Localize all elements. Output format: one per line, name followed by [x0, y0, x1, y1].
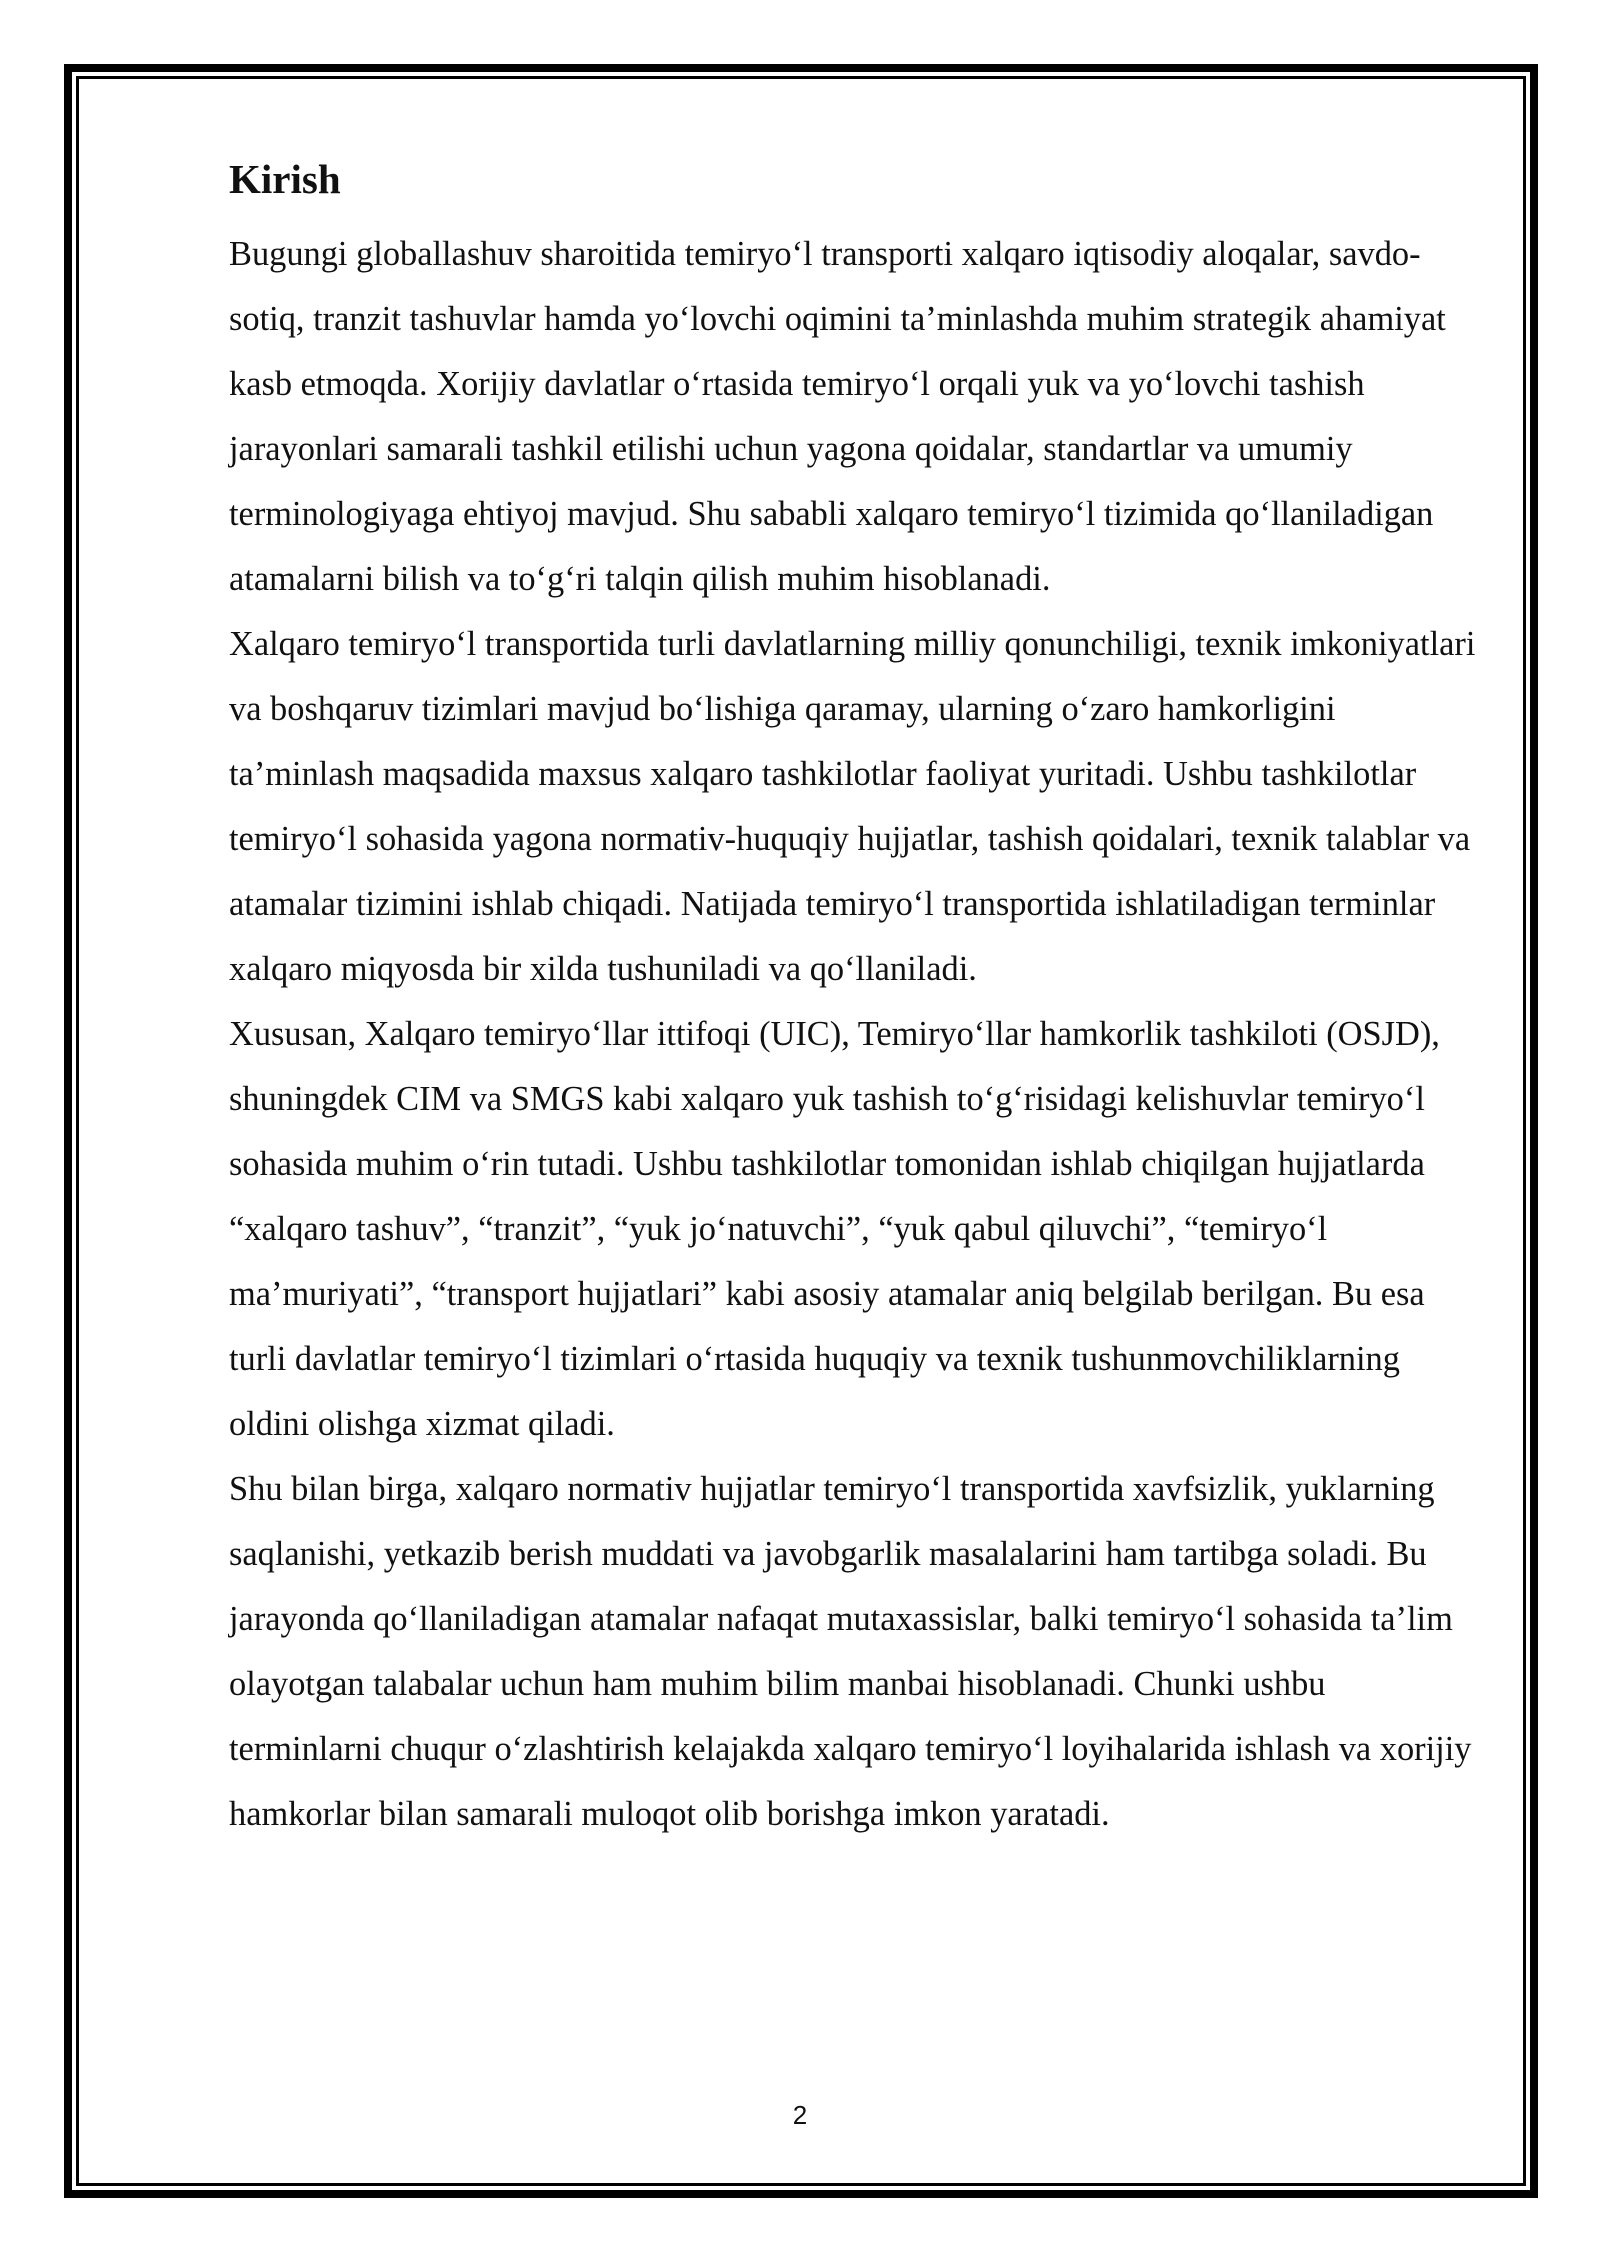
paragraph-4: Shu bilan birga, xalqaro normativ hujjatlar temiryo‘l transportida xavfsizlik, yuklarning saqlanishi, yetkazib berish muddati va javobgarlik masalalarini ham tartibga soladi. Bu jarayonda qo‘llaniladigan atamalar nafaqat mutaxassislar, balki temiryo‘l sohasida ta’lim olayotgan talabalar uchun ham muhim bilim manbai hisoblanadi. Chunki ushbu terminlarni chuqur o‘zlashtirish kelajakda xalqaro temiryo‘l loyihalarida ishlash va xorijiy hamkorlar bilan samarali muloqot olib borishga imkon yaratadi. — [229, 1470, 1472, 1833]
section-heading: Kirish — [229, 156, 341, 202]
paragraph-2: Xalqaro temiryo‘l transportida turli davlatlarning milliy qonunchiligi, texnik imkoniyatlari va boshqaruv tizimlari mavjud bo‘lishiga qaramay, ularning o‘zaro hamkorligini ta’minlash maqsadida maxsus xalqaro tashkilotlar faoliyat yuritadi. Ushbu tashkilotlar temiryo‘l sohasida yagona normativ-huquqiy hujjatlar, tashish qoidalari, texnik talablar va atamalar tizimini ishlab chiqadi. Natijada temiryo‘l transportida ishlatiladigan terminlar xalqaro miqyosda bir xilda tushuniladi va qo‘llaniladi. — [229, 625, 1476, 988]
page-number: 2 — [792, 2100, 808, 2130]
paragraph-3: Xususan, Xalqaro temiryo‘llar ittifoqi (UIC), Temiryo‘llar hamkorlik tashkiloti (OSJD), shuningdek CIM va SMGS kabi xalqaro yuk tashish to‘g‘risidagi kelishuvlar temiryo‘l sohasida muhim o‘rin tutadi. Ushbu tashkilotlar tomonidan ishlab chiqilgan hujjatlarda “xalqaro tashuv”, “tranzit”, “yuk jo‘natuvchi”, “yuk qabul qiluvchi”, “temiryo‘l ma’muriyati”, “transport hujjatlari” kabi asosiy atamalar aniq belgilab berilgan. Bu esa turli davlatlar temiryo‘l tizimlari o‘rtasida huquqiy va texnik tushunmovchiliklarning oldini olishga xizmat qiladi. — [229, 1015, 1440, 1443]
paragraph-1: Bugungi globallashuv sharoitida temiryo‘l transporti xalqaro iqtisodiy aloqalar, savdo-sotiq, tranzit tashuvlar hamda yo‘lovchi oqimini ta’minlashda muhim strategik ahamiyat kasb etmoqda. Xorijiy davlatlar o‘rtasida temiryo‘l orqali yuk va yo‘lovchi tashish jarayonlari samarali tashkil etilishi uchun yagona qoidalar, standartlar va umumiy terminologiyaga ehtiyoj mavjud. Shu sababli xalqaro temiryo‘l tizimida qo‘llaniladigan atamalarni bilish va to‘g‘ri talqin qilish muhim hisoblanadi. — [229, 235, 1446, 598]
document-body — [229, 148, 1479, 1847]
